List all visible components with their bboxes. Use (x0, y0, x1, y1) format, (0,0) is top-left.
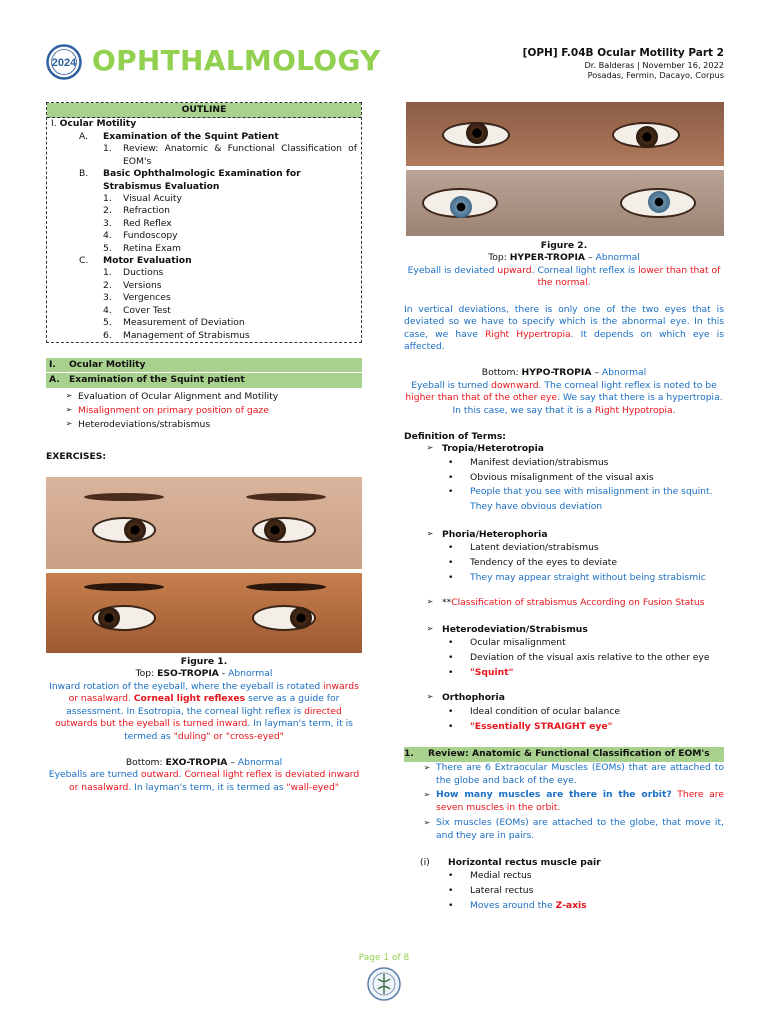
outline-item (47, 218, 361, 230)
iris (124, 519, 146, 541)
left-eye (422, 188, 498, 218)
phoria-list (404, 541, 724, 585)
esotropia-photo (46, 477, 362, 569)
list-item: • Deviation of the visual axis relative to the other eye (448, 651, 724, 666)
outline-item-text: Visual Acuity (123, 192, 182, 204)
outline-item (47, 255, 361, 267)
outline-item (47, 267, 361, 279)
outline-item-number: C. (79, 255, 89, 267)
outline-item (47, 243, 361, 255)
section-title: Review: Anatomic & Functional Classification of EOM's (428, 748, 710, 760)
hypertropia-photo (406, 102, 724, 166)
eyebrow (246, 493, 326, 501)
figure1-caption (46, 656, 362, 794)
section-heading-squint-patient (46, 373, 362, 387)
outline-item-number: 6. (103, 329, 112, 341)
figure2-bottom-description: Eyeball is turned downward. The corneal light reflex is noted to be higher than that of the other eye. We say that there is a hypertropia. In this case, we say that it is a Right Hypotropia. (405, 379, 723, 416)
outline-item-number: 1. (103, 267, 112, 279)
section-heading-review (404, 747, 724, 761)
document-meta (523, 46, 724, 81)
arrow-icon: ➢ (426, 692, 434, 702)
pair-title: Horizontal rectus muscle pair (448, 856, 601, 868)
list-item: ➢ How many muscles are there in the orbit? There are seven muscles in the orbit. (418, 789, 724, 815)
iris (98, 607, 120, 629)
document-author-date: Dr. Balderas | November 16, 2022 (584, 60, 724, 71)
outline-item (47, 230, 361, 242)
list-item: ➢ Six muscles (EOMs) are attached to the globe, that move it, and they are in pairs. (418, 817, 724, 843)
right-eye (252, 517, 316, 543)
right-eye (620, 188, 696, 218)
definitions-heading: Definition of Terms: (404, 431, 506, 443)
list-item: • People that you see with misalignment in the squint. They have obvious deviation (448, 485, 724, 514)
left-eye (92, 517, 156, 543)
figure-label: Figure 1. (180, 656, 228, 668)
outline-item-number: 5. (103, 242, 112, 254)
outline-item-number: A. (79, 130, 89, 142)
outline-item-text: Ocular Motility (59, 118, 137, 130)
outline-item-text: Basic Ophthalmologic Examination for Strabismus Evaluation (103, 168, 301, 192)
outline-item-text: Red Reflex (123, 217, 172, 229)
outline-item-number: 4. (103, 230, 112, 242)
figure1-top-line: Top: ESO-TROPIA - Abnormal (135, 668, 273, 680)
figure2-top-description: Eyeball is deviated upward. Corneal light reflex is lower than that of the normal. (407, 264, 721, 289)
page-number: Page 1 of 8 (358, 953, 410, 963)
outline-item-text: Vergences (123, 292, 171, 304)
outline-item-text: Review: Anatomic & Functional Classification of EOM's (123, 143, 357, 167)
outline-item (47, 118, 361, 130)
outline-item-number: 2. (103, 205, 112, 217)
outline-item (47, 292, 361, 304)
logo-seal-icon (46, 44, 86, 80)
outline-item-text: Cover Test (123, 304, 171, 316)
figure1-bottom-line: Bottom: EXO-TROPIA – Abnormal (125, 756, 283, 768)
outline-item-text: Measurement of Deviation (123, 317, 245, 329)
list-item: • Ocular misalignment (448, 636, 724, 651)
section-number: 1. (404, 748, 414, 760)
outline-box (46, 102, 362, 343)
outline-item-text: Versions (123, 279, 162, 291)
eyebrow (246, 583, 326, 591)
iris (636, 126, 658, 148)
arrow-icon: ➢ (65, 390, 73, 400)
document-code: [OPH] F.04B Ocular Motility Part 2 (522, 47, 724, 59)
figure2-photos (404, 102, 724, 236)
list-item-text: Heterodeviations/strabismus (78, 419, 211, 431)
iris (466, 122, 488, 144)
outline-item-number: 3. (103, 217, 112, 229)
list-item (60, 390, 362, 404)
list-item: • Tendency of the eyes to deviate (448, 556, 724, 571)
outline-list (47, 118, 361, 342)
list-item: • "Essentially STRAIGHT eye" (448, 720, 724, 735)
arrow-icon: ➢ (426, 623, 434, 633)
list-item: • Ideal condition of ocular balance (448, 705, 724, 720)
list-item: • Obvious misalignment of the visual axis (448, 471, 724, 486)
list-item (60, 418, 362, 432)
list-item: • Moves around the Z-axis (448, 899, 724, 914)
outline-item-number: B. (79, 168, 89, 180)
right-eye (252, 605, 316, 631)
arrow-icon: ➢ (426, 443, 434, 453)
outline-item (47, 280, 361, 292)
figure2-bottom-line: Bottom: HYPO-TROPIA – Abnormal (481, 367, 647, 379)
outline-item (47, 205, 361, 217)
outline-item-number: 4. (103, 304, 112, 316)
vertical-deviation-note: In vertical deviations, there is only one of the two eyes that is deviated so we have to specify which is the abnormal eye. In this case, we have Right Hypertropia. It depends on which eye is affected. (404, 303, 724, 352)
section-heading-ocular-motility (46, 358, 362, 372)
outline-item (47, 143, 361, 168)
outline-item-number: 1. (103, 143, 112, 155)
bullet-icon: • (448, 870, 454, 882)
eyebrow (84, 583, 164, 591)
arrow-icon: ➢ (423, 790, 431, 800)
list-item: • They may appear straight without being strabismic (448, 571, 724, 586)
right-eye (612, 122, 680, 148)
outline-item-number: 3. (103, 292, 112, 304)
list-item: • Manifest deviation/strabismus (448, 456, 724, 471)
footer-seal-icon (366, 966, 402, 1002)
section-title: Ocular Motility (69, 359, 146, 371)
figure2-top-line: Top: HYPER-TROPIA – Abnormal (488, 252, 640, 264)
iris (290, 607, 312, 629)
list-item-text: Misalignment on primary position of gaze (78, 405, 269, 417)
iris (450, 196, 472, 218)
bullet-icon: • (448, 651, 454, 663)
figure-label: Figure 2. (540, 240, 588, 251)
bullet-icon: • (448, 637, 454, 649)
page-header (46, 40, 726, 80)
arrow-icon: ➢ (423, 762, 431, 772)
iris (648, 191, 670, 213)
definition-term-tropia: ➢ Tropia/Heterotropia (418, 443, 724, 455)
figure2-bottom-caption (404, 367, 724, 417)
outline-item-number: 2. (103, 279, 112, 291)
bullet-icon: • (448, 471, 454, 483)
muscle-pair-list (404, 869, 724, 913)
document-transcribers: Posadas, Fermin, Dacayo, Corpus (587, 70, 724, 81)
arrow-icon: ➢ (426, 528, 434, 538)
left-eye (92, 605, 156, 631)
muscle-pair-heading (420, 857, 724, 869)
squint-points-list (46, 390, 362, 433)
outline-item-text: Ductions (123, 267, 164, 279)
section-title: Examination of the Squint patient (69, 374, 245, 386)
list-item: • Medial rectus (448, 869, 724, 884)
outline-item-text: Refraction (123, 205, 170, 217)
outline-item-number: I. (51, 118, 57, 130)
arrow-icon: ➢ (426, 597, 434, 607)
iris (264, 519, 286, 541)
list-item: • "Squint" (448, 666, 724, 681)
pair-number: (i) (420, 856, 430, 868)
orthophoria-list (404, 705, 724, 734)
bullet-icon: • (448, 666, 454, 678)
section-number: I. (49, 359, 56, 371)
outline-item-text: Retina Exam (123, 242, 181, 254)
list-item-text: Evaluation of Ocular Alignment and Motility (78, 390, 279, 402)
list-item: • Lateral rectus (448, 884, 724, 899)
figure1-bottom-description: Eyeballs are turned outward. Corneal light reflex is deviated inward or nasalward. In layman's term, it is termed as "wall-eyed" (48, 769, 360, 793)
outline-item (47, 131, 361, 143)
figure1-photos (46, 477, 362, 653)
review-points-list (404, 762, 724, 843)
logo-year: 2024 (51, 57, 77, 69)
bullet-icon: • (448, 456, 454, 468)
exotropia-photo (46, 573, 362, 653)
outline-item (47, 168, 361, 193)
bullet-icon: • (448, 899, 454, 911)
arrow-icon: ➢ (65, 419, 73, 429)
outline-item-number: 1. (103, 192, 112, 204)
brand-title: OPHTHALMOLOGY (92, 44, 381, 77)
definition-term-heterodeviation: ➢ Heterodeviation/Strabismus (418, 624, 724, 636)
bullet-icon: • (448, 720, 454, 732)
right-column (404, 102, 724, 913)
outline-item-text: Fundoscopy (123, 230, 178, 242)
outline-heading: OUTLINE (47, 103, 361, 118)
list-item: • Latent deviation/strabismus (448, 541, 724, 556)
outline-item (47, 317, 361, 329)
section-number: A. (49, 374, 60, 386)
figure1-top-description: Inward rotation of the eyeball, where the eyeball is rotated inwards or nasalward. Corneal light reflexes serve as a guide for assessment. In Esotropia, the corneal light reflex is directed outwards but the eyeball is turned inward. In layman's term, it is termed as "duling" or "cross-eyed" (49, 680, 359, 742)
list-item: ➢ There are 6 Extraocular Muscles (EOMs) that are attached to the globe and back of the eye. (418, 762, 724, 788)
outline-item (47, 193, 361, 205)
definition-term-phoria: ➢ Phoria/Heterophoria (418, 529, 724, 541)
bullet-icon: • (448, 542, 454, 554)
bullet-icon: • (448, 705, 454, 717)
exercises-label: EXERCISES: (46, 450, 107, 462)
eyebrow (84, 493, 164, 501)
arrow-icon: ➢ (423, 818, 431, 828)
outline-item-text: Examination of the Squint Patient (103, 130, 279, 142)
bullet-icon: • (448, 571, 454, 583)
heterodeviation-list (404, 636, 724, 680)
hypotropia-photo (406, 170, 724, 236)
outline-item (47, 330, 361, 342)
definition-term-orthophoria: ➢ Orthophoria (418, 692, 724, 704)
figure2-caption (404, 240, 724, 290)
arrow-icon: ➢ (65, 405, 73, 415)
outline-item-number: 5. (103, 317, 112, 329)
bullet-icon: • (448, 556, 454, 568)
bullet-icon: • (448, 486, 454, 498)
list-item (60, 404, 362, 418)
outline-item (47, 305, 361, 317)
outline-item-text: Motor Evaluation (103, 255, 192, 267)
left-column (46, 102, 362, 794)
outline-item-text: Management of Strabismus (123, 329, 250, 341)
tropia-list (404, 456, 724, 515)
left-eye (442, 122, 510, 148)
bullet-icon: • (448, 885, 454, 897)
classification-note: ➢ ** Classification of strabismus According on Fusion Status (418, 597, 724, 609)
